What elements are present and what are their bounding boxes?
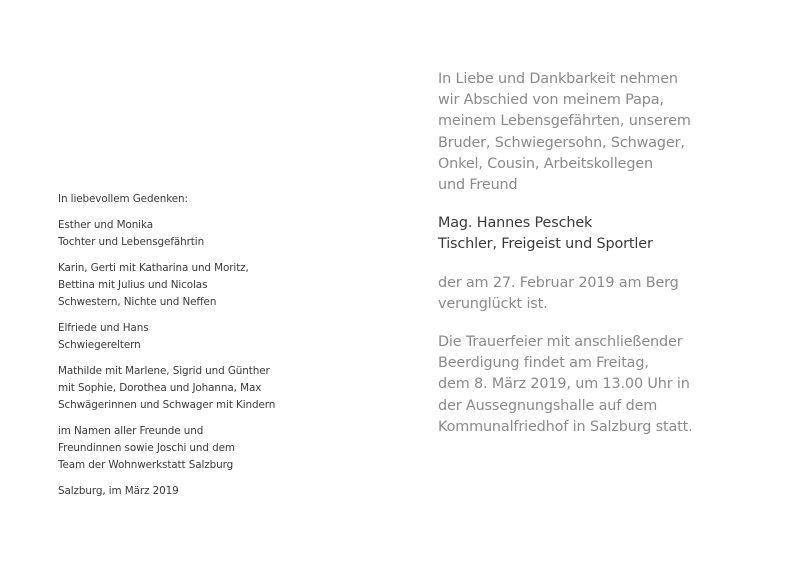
- funeral-line: der Aussegnungshalle auf dem: [438, 397, 658, 414]
- mourner-line: mit Sophie, Dorothea und Johanna, Max: [58, 382, 262, 394]
- mourners-column: [58, 191, 358, 509]
- opening-line: wir Abschied von meinem Papa,: [438, 92, 664, 109]
- mourner-group-parents-in-law: [58, 320, 358, 354]
- opening-line: In Liebe und Dankbarkeit nehmen: [438, 71, 678, 87]
- intro-text: In liebevollem Gedenken:: [58, 193, 188, 205]
- mourner-line: Mathilde mit Marlene, Sigrid und Günther: [58, 365, 270, 377]
- mourner-line: im Namen aller Freunde und: [58, 425, 204, 437]
- death-line: der am 27. Februar 2019 am Berg: [438, 274, 679, 291]
- intro-line: [58, 191, 358, 208]
- funeral-line: dem 8. März 2019, um 13.00 Uhr in: [438, 376, 690, 393]
- opening-line: meinem Lebensgefährten, unserem: [438, 113, 691, 130]
- mourner-line: Esther und Monika: [58, 219, 153, 231]
- mourner-line: Bettina mit Julius und Nicolas: [58, 279, 208, 291]
- place-date: [58, 483, 358, 500]
- funeral-line: Die Trauerfeier mit anschließender: [438, 334, 683, 351]
- mourner-line: Schwiegereltern: [58, 339, 141, 351]
- mourner-group-daughter: [58, 217, 358, 251]
- mourner-line: Elfriede und Hans: [58, 322, 149, 334]
- funeral-line: Beerdigung findet am Freitag,: [438, 355, 649, 372]
- funeral-line: Kommunalfriedhof in Salzburg statt.: [438, 418, 693, 435]
- deceased-name-block: [438, 213, 783, 255]
- mourner-line: Team der Wohnwerkstatt Salzburg: [58, 459, 234, 471]
- mourner-line: Karin, Gerti mit Katharina und Moritz,: [58, 262, 249, 274]
- announcement-column: [438, 69, 783, 455]
- mourner-line: Schwägerinnen und Schwager mit Kindern: [58, 399, 276, 411]
- place-date-text: Salzburg, im März 2019: [58, 485, 179, 497]
- deceased-descriptor: Tischler, Freigeist und Sportler: [438, 236, 653, 253]
- death-paragraph: [438, 273, 783, 315]
- death-line: verunglückt ist.: [438, 295, 548, 312]
- mourner-group-sisters: [58, 260, 358, 311]
- deceased-name: Mag. Hannes Peschek: [438, 215, 593, 232]
- mourner-line: Freundinnen sowie Joschi und dem: [58, 442, 235, 454]
- opening-line: und Freund: [438, 177, 518, 194]
- funeral-paragraph: [438, 332, 783, 438]
- opening-line: Bruder, Schwiegersohn, Schwager,: [438, 134, 685, 151]
- opening-paragraph: [438, 69, 783, 196]
- mourner-line: Tochter und Lebensgefährtin: [58, 236, 205, 248]
- opening-line: Onkel, Cousin, Arbeitskollegen: [438, 155, 653, 172]
- mourner-line: Schwestern, Nichte und Neffen: [58, 296, 217, 308]
- mourner-group-sisters-in-law: [58, 363, 358, 414]
- mourner-group-friends: [58, 423, 358, 474]
